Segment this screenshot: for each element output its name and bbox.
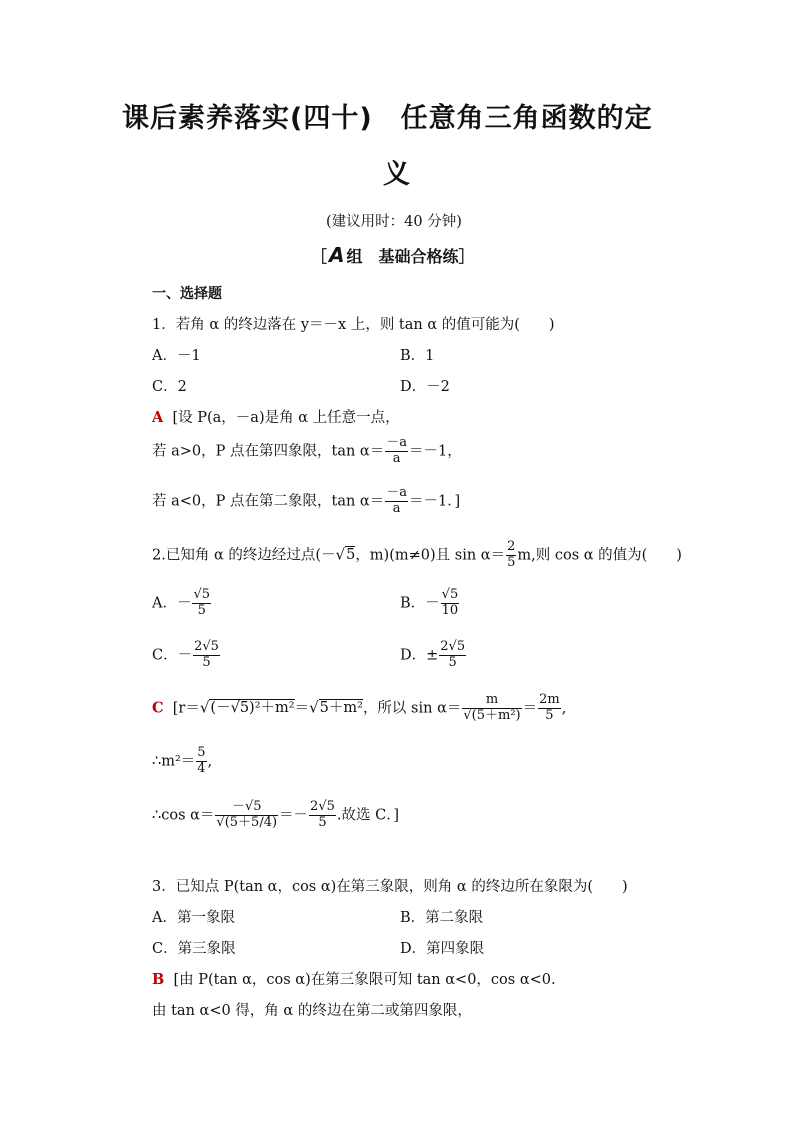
sqrt-sign: √ xyxy=(309,698,319,717)
q2-sol1-num2: 2m xyxy=(539,692,560,707)
q2-sol1-a: [r＝ xyxy=(172,700,200,717)
q2-sol1-d: ＝ xyxy=(522,700,538,717)
sqrt-sign: √ xyxy=(335,545,346,564)
q2-sol3-post: .故选 C．] xyxy=(336,807,400,824)
q1-sol3-post: ＝－1．] xyxy=(408,493,461,510)
q1-sol2-den: a xyxy=(392,450,401,466)
q3-solution-text1: [由 P(tan α，cos α)在第三象限可知 tan α<0，cos α<0. xyxy=(173,972,556,988)
q2-optC-label: C．－ xyxy=(152,647,193,664)
q2-optC-den: 5 xyxy=(202,654,211,670)
q2-stem xyxy=(152,540,682,571)
page-title: 课后素养落实(四十) 任意角三角函数的定 xyxy=(122,103,653,134)
q2-stem-den: 5 xyxy=(507,554,516,570)
q2-optA-label: A．－ xyxy=(152,595,192,612)
q2-sol3-fraction2 xyxy=(309,800,336,831)
q2-option-a xyxy=(152,588,212,619)
q3-option-b: B．第二象限 xyxy=(400,910,484,926)
q2-solution-line2 xyxy=(152,746,212,777)
q3-option-d: D．第四象限 xyxy=(400,941,485,957)
q2-sol2-den: 4 xyxy=(197,760,206,776)
q2-sol1-den1: √(5＋m²) xyxy=(463,707,521,723)
q2-optC-num: 2√5 xyxy=(194,639,219,654)
q2-sol3-mid: ＝－ xyxy=(279,807,309,824)
q2-stem-num: 2 xyxy=(507,539,516,554)
q1-option-d: D．－2 xyxy=(400,379,450,395)
q1-sol3-pre: 若 a<0，P 点在第二象限，tan α＝ xyxy=(152,493,385,510)
q1-sol3-num: －a xyxy=(386,485,407,500)
q2-optB-den: 10 xyxy=(441,602,459,618)
q1-solution-line1 xyxy=(152,406,400,427)
right-bracket: ］ xyxy=(458,247,475,266)
q2-sol2-post: , xyxy=(207,753,213,770)
q2-stem-mid: ，m)(m≠0)且 sin α＝ xyxy=(355,547,506,564)
q2-sol3-den: √(5＋5/4) xyxy=(216,814,278,830)
q1-solution-line3 xyxy=(152,486,460,517)
q3-option-a: A．第一象限 xyxy=(152,910,235,926)
group-label: 组 基础合格练 xyxy=(346,247,459,266)
q1-sol2-num: －a xyxy=(386,435,407,450)
q2-sol3-num: －√5 xyxy=(215,800,278,816)
q1-stem: 1．若角 α 的终边落在 y＝－x 上，则 tan α 的值可能为( ) xyxy=(152,317,555,333)
q1-option-c: C．2 xyxy=(152,379,187,395)
q1-solution-text1: [设 P(a，－a)是角 α 上任意一点， xyxy=(172,410,400,426)
q2-sol1-b: ＝ xyxy=(294,700,310,717)
q1-option-a: A．－1 xyxy=(152,348,201,364)
q2-sol1-radicand2: 5＋m² xyxy=(319,700,363,717)
q2-optA-num: √5 xyxy=(193,587,211,602)
q2-option-d xyxy=(400,640,467,671)
q2-stem-fraction xyxy=(506,540,516,571)
q2-solution-line1 xyxy=(152,693,566,724)
q2-sol1-den2: 5 xyxy=(545,707,554,723)
q2-sol1-radicand1: (－√5)²＋m² xyxy=(210,700,295,717)
time-hint: (建议用时：40 分钟) xyxy=(326,214,462,230)
q1-sol3-den: a xyxy=(392,500,401,516)
q2-optB-fraction xyxy=(441,588,460,619)
q2-sol1-fraction1 xyxy=(462,693,521,724)
q2-sol3-fraction1 xyxy=(215,800,278,831)
q2-optB-num: √5 xyxy=(441,587,459,602)
q2-optB-label: B．－ xyxy=(400,595,440,612)
q3-option-c: C．第三象限 xyxy=(152,941,236,957)
q2-sol3-num2: 2√5 xyxy=(310,799,335,814)
page-title-continued: 义 xyxy=(383,159,411,190)
q1-sol2-post: ＝－1， xyxy=(408,443,462,460)
q2-sol3-pre: ∴cos α＝ xyxy=(152,807,215,824)
q2-optD-fraction xyxy=(439,640,466,671)
q2-answer: C xyxy=(152,699,164,717)
q1-sol2-pre: 若 a>0，P 点在第四象限，tan α＝ xyxy=(152,443,385,460)
section-heading: 一、选择题 xyxy=(152,286,222,302)
sqrt-sign: √ xyxy=(199,698,210,717)
q2-solution-line3 xyxy=(152,800,399,831)
q2-optA-den: 5 xyxy=(197,602,206,618)
q2-sol1-e: , xyxy=(561,700,567,717)
q2-sol2-fraction xyxy=(196,746,206,777)
left-bracket: ［ xyxy=(311,247,328,266)
q1-option-b: B．1 xyxy=(400,348,435,364)
q2-sol1-c: ，所以 sin α＝ xyxy=(362,700,462,717)
q1-solution-line2 xyxy=(152,436,462,467)
q2-optD-label: D．± xyxy=(400,647,439,664)
q1-sol2-fraction xyxy=(385,436,408,467)
q2-option-c xyxy=(152,640,221,671)
q2-optA-fraction xyxy=(192,588,211,619)
q2-stem-pre: 2.已知角 α 的终边经过点(－ xyxy=(152,547,336,564)
q1-answer: A xyxy=(152,409,164,426)
group-heading xyxy=(311,243,475,267)
q3-solution-line2: 由 tan α<0 得，角 α 的终边在第二或第四象限， xyxy=(152,1003,472,1019)
q2-stem-radicand: 5 xyxy=(346,547,356,564)
q3-solution-line1 xyxy=(152,968,556,989)
q2-optC-fraction xyxy=(193,640,220,671)
q3-answer: B xyxy=(152,971,165,988)
q2-sol2-pre: ∴m²＝ xyxy=(152,753,196,770)
q2-sol3-den2: 5 xyxy=(318,814,327,830)
q2-optD-num: 2√5 xyxy=(440,639,466,654)
q2-sol2-num: 5 xyxy=(197,745,206,760)
q1-sol3-fraction xyxy=(385,486,408,517)
q2-sol1-fraction2 xyxy=(538,693,561,724)
q2-sol1-num1: m xyxy=(462,693,521,709)
q3-stem: 3．已知点 P(tan α，cos α)在第三象限，则角 α 的终边所在象限为( ) xyxy=(152,879,628,895)
group-letter: A xyxy=(329,243,345,267)
q2-option-b xyxy=(400,588,460,619)
q2-optD-den: 5 xyxy=(448,654,457,670)
q2-stem-post: m,则 cos α 的值为( ) xyxy=(517,547,682,564)
